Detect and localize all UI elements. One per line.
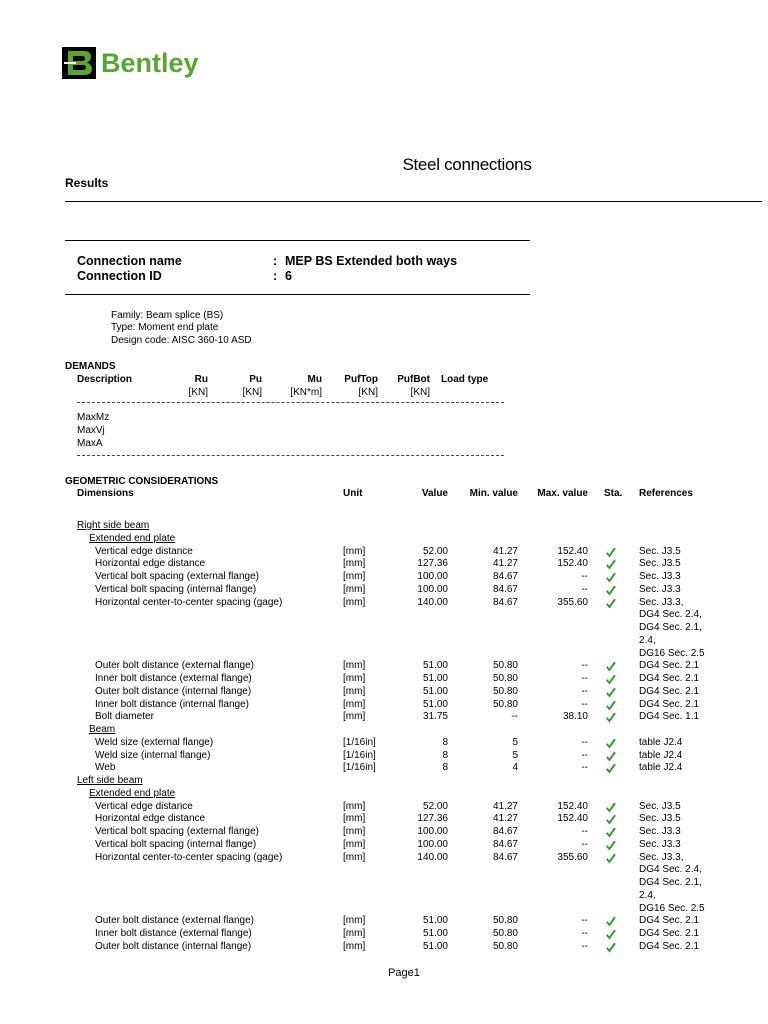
geometric-heading: GEOMETRIC CONSIDERATIONS [65,476,219,487]
min-cell: 41.27 [492,800,518,812]
min-cell: 84.67 [492,596,518,608]
min-cell: 50.80 [492,673,518,684]
value-cell: 127.36 [417,558,448,570]
min-cell: 5 [512,736,518,748]
value-cell: 140.00 [417,596,448,608]
dimension-label: Outer bolt distance (internal flange) [95,685,252,697]
dimension-label: Web [95,762,116,774]
unit-cell: [mm] [343,813,366,825]
group-label: Extended end plate [89,532,176,544]
reference-cell: DG16 Sec. 2.5 [639,647,705,659]
max-cell: -- [581,915,588,927]
value-cell: 31.75 [422,711,448,723]
check-icon [605,712,617,724]
value-cell: 8 [442,762,448,774]
connection-name-value: MEP BS Extended both ways [285,254,458,268]
dashed-divider [77,402,504,403]
check-icon [605,942,617,954]
reference-cell: 2.4, [639,634,656,646]
unit-cell: [mm] [343,660,366,672]
design-code-text: Design code: AISC 360-10 ASD [111,335,252,346]
dimension-label: Inner bolt distance (external flange) [95,928,252,939]
max-cell: -- [581,698,588,710]
min-cell: 50.80 [492,698,518,710]
page-number: Page1 [388,967,420,979]
max-cell: 152.40 [557,813,588,825]
demands-col-ru: Ru [194,374,208,385]
unit-cell: [mm] [343,711,366,723]
max-cell: -- [581,571,588,582]
reference-cell: DG4 Sec. 2.1, [639,877,702,888]
max-cell: -- [581,660,588,672]
value-cell: 51.00 [422,660,448,672]
dimension-label: Vertical bolt spacing (internal flange) [95,838,257,850]
check-icon [605,559,617,571]
value-cell: 8 [442,736,448,748]
col-min: Min. value [469,488,518,499]
dimension-label: Horizontal edge distance [95,813,206,825]
demands-col-pu: Pu [249,374,262,385]
value-cell: 140.00 [417,851,448,863]
max-cell: 152.40 [557,558,588,570]
unit-cell: [mm] [343,583,366,595]
min-cell: 50.80 [492,660,518,672]
check-icon [605,598,617,610]
demand-row: MaxA [77,438,103,449]
max-cell: -- [581,583,588,595]
unit-cell: [mm] [343,571,366,582]
unit-cell: [mm] [343,685,366,697]
check-icon [605,661,617,673]
unit-cell: [mm] [343,558,366,570]
check-icon [605,700,617,712]
demands-unit-pu: [KN] [242,387,262,398]
reference-cell: DG4 Sec. 2.1 [639,940,700,952]
dimension-label: Vertical bolt spacing (internal flange) [95,583,257,595]
reference-cell: Sec. J3.5 [639,545,681,557]
min-cell: 41.27 [492,813,518,825]
results-heading: Results [65,176,109,190]
dashed-divider [77,455,504,456]
unit-cell: [mm] [343,596,366,608]
col-references: References [639,488,693,499]
max-cell: -- [581,749,588,761]
value-cell: 51.00 [422,940,448,952]
reference-cell: Sec. J3.3, [639,851,684,863]
min-cell: 4 [512,762,518,774]
check-icon [605,547,617,559]
unit-cell: [mm] [343,851,366,863]
dimension-label: Horizontal center-to-center spacing (gage) [95,596,283,608]
dimension-label: Weld size (internal flange) [95,749,211,761]
connection-id-value: 6 [285,269,292,283]
min-cell: 50.80 [492,915,518,927]
dimension-label: Inner bolt distance (internal flange) [95,698,249,710]
min-cell: 41.27 [492,558,518,570]
reference-cell: Sec. J3.3 [639,826,681,837]
dimension-label: Inner bolt distance (external flange) [95,673,252,684]
col-unit: Unit [343,488,363,499]
value-cell: 52.00 [422,545,448,557]
divider [65,201,762,202]
reference-cell: table J2.4 [639,749,683,761]
check-icon [605,738,617,750]
demand-row: MaxVj [77,425,105,436]
reference-cell: DG4 Sec. 2.1 [639,915,700,927]
value-cell: 51.00 [422,698,448,710]
unit-cell: [mm] [343,698,366,710]
value-cell: 100.00 [417,571,448,582]
reference-cell: table J2.4 [639,736,683,748]
unit-cell: [mm] [343,826,366,837]
reference-cell: Sec. J3.3 [639,583,681,595]
unit-cell: [mm] [343,838,366,850]
max-cell: 152.40 [557,800,588,812]
demands-unit-puftop: [KN] [358,387,378,398]
page-title: Steel connections [402,155,532,174]
reference-cell: Sec. J3.5 [639,558,681,570]
max-cell: -- [581,826,588,837]
dimension-label: Vertical edge distance [95,545,193,557]
unit-cell: [mm] [343,940,366,952]
reference-cell: Sec. J3.3 [639,838,681,850]
value-cell: 8 [442,749,448,761]
max-cell: -- [581,736,588,748]
reference-cell: Sec. J3.5 [639,813,681,825]
check-icon [605,763,617,775]
demand-row: MaxMz [77,412,110,423]
max-cell: 152.40 [557,545,588,557]
value-cell: 51.00 [422,673,448,684]
reference-cell: DG4 Sec. 2.4, [639,609,702,621]
dimension-label: Bolt diameter [95,711,154,723]
min-cell: -- [511,711,518,723]
check-icon [605,929,617,941]
check-icon [605,814,617,826]
unit-cell: [mm] [343,673,366,684]
connection-id-label: Connection ID [77,269,162,283]
max-cell: -- [581,762,588,774]
demands-col-pufbot: PufBot [397,374,430,385]
unit-cell: [1/16in] [343,762,376,774]
dimension-label: Vertical edge distance [95,800,193,812]
value-cell: 51.00 [422,915,448,927]
dimension-label: Outer bolt distance (external flange) [95,660,254,672]
check-icon [605,827,617,839]
dimension-label: Horizontal edge distance [95,558,206,570]
min-cell: 84.67 [492,583,518,595]
group-label: Right side beam [77,520,150,531]
col-max: Max. value [537,488,588,499]
max-cell: 355.60 [557,596,588,608]
max-cell: -- [581,673,588,684]
group-label: Left side beam [77,775,143,786]
dimension-label: Outer bolt distance (external flange) [95,915,254,927]
family-text: Family: Beam splice (BS) [111,310,224,321]
min-cell: 5 [512,749,518,761]
bentley-logo [62,45,222,81]
dimension-label: Horizontal center-to-center spacing (gage) [95,851,283,863]
unit-cell: [mm] [343,915,366,927]
demands-col-puftop: PufTop [344,374,378,385]
group-label: Beam [89,724,116,735]
min-cell: 84.67 [492,571,518,582]
col-value: Value [421,488,448,499]
value-cell: 127.36 [417,813,448,825]
check-icon [605,572,617,584]
max-cell: -- [581,838,588,850]
value-cell: 51.00 [422,685,448,697]
reference-cell: DG4 Sec. 2.4, [639,864,702,876]
max-cell: -- [581,940,588,952]
reference-cell: 2.4, [639,889,656,901]
demands-col-loadtype: Load type [441,374,489,385]
demands-unit-mu: [KN*m] [290,387,322,398]
max-cell: 38.10 [562,711,588,723]
reference-cell: DG4 Sec. 2.1 [639,928,700,939]
min-cell: 50.80 [492,928,518,939]
reference-cell: DG4 Sec. 2.1, [639,622,702,633]
reference-cell: DG4 Sec. 1.1 [639,711,700,723]
check-icon [605,802,617,814]
max-cell: 355.60 [557,851,588,863]
divider [65,240,530,241]
max-cell: -- [581,685,588,697]
reference-cell: Sec. J3.3 [639,571,681,582]
unit-cell: [1/16in] [343,736,376,748]
divider [65,294,530,295]
bentley-b-icon [62,47,96,79]
value-cell: 51.00 [422,928,448,939]
check-icon [605,751,617,763]
reference-cell: DG4 Sec. 2.1 [639,673,700,684]
check-icon [605,840,617,852]
dimension-label: Weld size (external flange) [95,736,214,748]
min-cell: 50.80 [492,940,518,952]
connection-id-sep: : [273,269,278,283]
max-cell: -- [581,928,588,939]
demands-heading: DEMANDS [65,361,116,372]
group-label: Extended end plate [89,787,176,799]
check-icon [605,674,617,686]
reference-cell: table J2.4 [639,762,683,774]
dimension-label: Vertical bolt spacing (external flange) [95,571,259,582]
value-cell: 52.00 [422,800,448,812]
reference-cell: Sec. J3.3, [639,596,684,608]
value-cell: 100.00 [417,826,448,837]
min-cell: 41.27 [492,545,518,557]
brand-name: Bentley [101,48,199,78]
min-cell: 84.67 [492,851,518,863]
min-cell: 84.67 [492,826,518,837]
unit-cell: [mm] [343,800,366,812]
check-icon [605,916,617,928]
dimension-label: Outer bolt distance (internal flange) [95,940,252,952]
col-dimensions: Dimensions [77,488,134,499]
demands-col-mu: Mu [307,374,322,385]
value-cell: 100.00 [417,583,448,595]
reference-cell: DG4 Sec. 2.1 [639,660,700,672]
check-icon [605,853,617,865]
min-cell: 84.67 [492,838,518,850]
dimension-label: Vertical bolt spacing (external flange) [95,826,259,837]
reference-cell: DG4 Sec. 2.1 [639,685,700,697]
unit-cell: [1/16in] [343,749,376,761]
min-cell: 50.80 [492,685,518,697]
connection-name-sep: : [273,254,278,268]
check-icon [605,585,617,597]
demands-col-description: Description [77,374,133,385]
reference-cell: DG4 Sec. 2.1 [639,698,700,710]
reference-cell: Sec. J3.5 [639,800,681,812]
demands-unit-ru: [KN] [188,387,208,398]
check-icon [605,687,617,699]
value-cell: 100.00 [417,838,448,850]
connection-name-label: Connection name [77,254,182,268]
unit-cell: [mm] [343,928,366,939]
reference-cell: DG16 Sec. 2.5 [639,902,705,914]
type-text: Type: Moment end plate [111,322,219,333]
col-sta: Sta. [604,488,623,499]
demands-unit-pufbot: [KN] [410,387,430,398]
unit-cell: [mm] [343,545,366,557]
